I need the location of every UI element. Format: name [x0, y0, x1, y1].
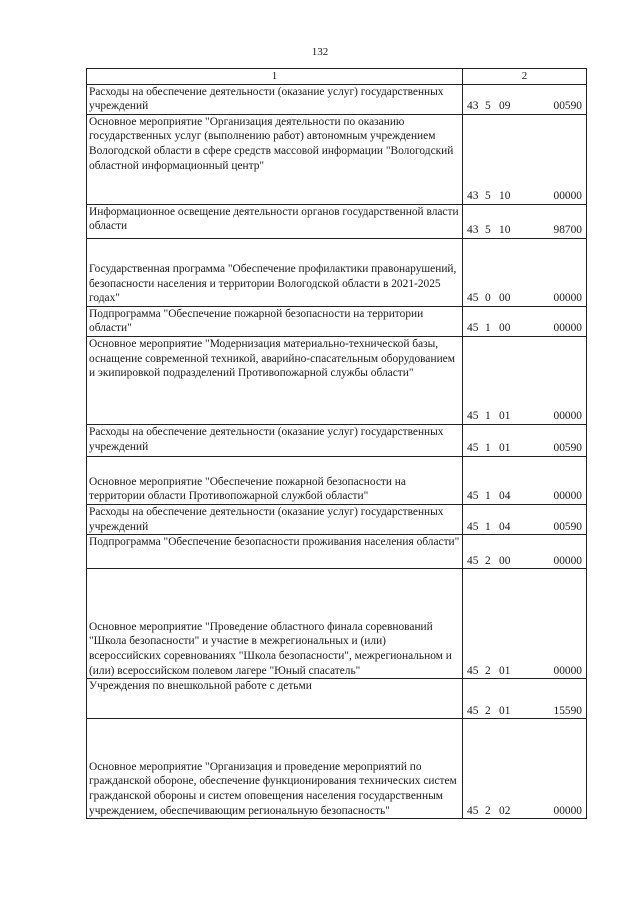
- row-code: [463, 114, 587, 204]
- code-subprogram: 2: [485, 554, 491, 567]
- table-row: [87, 204, 587, 238]
- code-event: 01: [499, 442, 511, 455]
- code-program: 43: [467, 190, 479, 203]
- budget-table: [86, 68, 587, 819]
- row-description: Основное мероприятие "Организация и проведение мероприятий по гражданской обороне, обеспечение функционирования технических систем гражданской обороны и систем оповещения населения государственным учреждением, обеспечивающим региональную безопасность": [87, 719, 463, 819]
- code-direction: 00000: [553, 410, 582, 423]
- code-program: 45: [467, 322, 479, 335]
- code-subprogram: 1: [485, 520, 491, 533]
- code-program: 45: [467, 292, 479, 305]
- code-direction: 00000: [553, 804, 582, 817]
- code-program: 43: [467, 100, 479, 113]
- code-direction: 00590: [553, 442, 582, 455]
- code-direction: 00590: [553, 100, 582, 113]
- table-row: [87, 424, 587, 456]
- table-row: [87, 238, 587, 306]
- row-description: Государственная программа "Обеспечение профилактики правонарушений, безопасности населения и территории Вологодской области в 2021-2025 годах": [87, 238, 463, 306]
- row-code: [463, 535, 587, 569]
- row-description: Подпрограмма "Обеспечение пожарной безопасности на территории области": [87, 306, 463, 336]
- code-event: 09: [499, 100, 511, 113]
- code-program: 43: [467, 224, 479, 237]
- code-subprogram: 2: [485, 664, 491, 677]
- code-subprogram: 1: [485, 442, 491, 455]
- row-description: Расходы на обеспечение деятельности (оказание услуг) государственных учреждений: [87, 84, 463, 114]
- code-subprogram: 2: [485, 704, 491, 717]
- code-subprogram: 5: [485, 190, 491, 203]
- code-event: 04: [499, 520, 511, 533]
- row-description: Учреждения по внешкольной работе с детьми: [87, 679, 463, 719]
- table-row: [87, 679, 587, 719]
- row-code: [463, 679, 587, 719]
- code-event: 00: [499, 554, 511, 567]
- code-direction: 00000: [553, 292, 582, 305]
- row-description: Основное мероприятие "Организация деятельности по оказанию государственных услуг (выполнению работ) автономным учреждением Вологодской области в сфере средств массовой информации "Вологодский областной информационный центр": [87, 114, 463, 204]
- row-description: Подпрограмма "Обеспечение безопасности проживания населения области": [87, 535, 463, 569]
- header-col-2: 2: [463, 69, 587, 85]
- row-code: [463, 204, 587, 238]
- page-number: 132: [311, 46, 329, 58]
- code-program: 45: [467, 804, 479, 817]
- code-event: 02: [499, 804, 511, 817]
- row-code: [463, 456, 587, 504]
- table-row: [87, 569, 587, 679]
- table-row: [87, 306, 587, 336]
- row-code: [463, 306, 587, 336]
- row-code: [463, 719, 587, 819]
- code-program: 45: [467, 442, 479, 455]
- row-description: Основное мероприятие "Обеспечение пожарной безопасности на территории области Противопожарной службой области": [87, 456, 463, 504]
- row-code: [463, 238, 587, 306]
- row-code: [463, 336, 587, 424]
- code-subprogram: 0: [485, 292, 491, 305]
- table-row: [87, 84, 587, 114]
- code-direction: 15590: [553, 704, 582, 717]
- code-program: 45: [467, 520, 479, 533]
- code-subprogram: 1: [485, 410, 491, 423]
- row-code: [463, 504, 587, 534]
- table-row: [87, 719, 587, 819]
- code-event: 10: [499, 190, 511, 203]
- code-subprogram: 1: [485, 490, 491, 503]
- code-direction: 00000: [553, 190, 582, 203]
- code-program: 45: [467, 664, 479, 677]
- code-program: 45: [467, 410, 479, 423]
- code-direction: 00000: [553, 490, 582, 503]
- code-event: 00: [499, 322, 511, 335]
- code-subprogram: 1: [485, 322, 491, 335]
- header-row: [87, 69, 587, 85]
- code-subprogram: 2: [485, 804, 491, 817]
- row-description: Основное мероприятие "Модернизация материально-технической базы, оснащение современной техникой, аварийно-спасательным оборудованием и экипировкой подразделений Противопожарной службы области": [87, 336, 463, 424]
- row-description: Расходы на обеспечение деятельности (оказание услуг) государственных учреждений: [87, 504, 463, 534]
- row-code: [463, 424, 587, 456]
- code-event: 10: [499, 224, 511, 237]
- code-direction: 00590: [553, 520, 582, 533]
- row-description: Расходы на обеспечение деятельности (оказание услуг) государственных учреждений: [87, 424, 463, 456]
- table-row: [87, 114, 587, 204]
- code-program: 45: [467, 554, 479, 567]
- table-row: [87, 504, 587, 534]
- code-event: 00: [499, 292, 511, 305]
- row-code: [463, 84, 587, 114]
- code-direction: 00000: [553, 554, 582, 567]
- code-direction: 00000: [553, 664, 582, 677]
- row-description: Информационное освещение деятельности органов государственной власти области: [87, 204, 463, 238]
- code-program: 45: [467, 704, 479, 717]
- code-direction: 98700: [553, 224, 582, 237]
- table-row: [87, 336, 587, 424]
- code-event: 01: [499, 664, 511, 677]
- code-program: 45: [467, 490, 479, 503]
- row-code: [463, 569, 587, 679]
- table-row: [87, 535, 587, 569]
- code-event: 01: [499, 410, 511, 423]
- code-event: 04: [499, 490, 511, 503]
- code-subprogram: 5: [485, 100, 491, 113]
- code-subprogram: 5: [485, 224, 491, 237]
- code-direction: 00000: [553, 322, 582, 335]
- table-row: [87, 456, 587, 504]
- code-event: 01: [499, 704, 511, 717]
- row-description: Основное мероприятие "Проведение областного финала соревнований "Школа безопасности" и участие в межрегиональных и (или) всероссийских соревнованиях "Школа безопасности", межрегиональном и (или) всероссийском полевом лагере "Юный спасатель": [87, 569, 463, 679]
- header-col-1: 1: [87, 69, 463, 85]
